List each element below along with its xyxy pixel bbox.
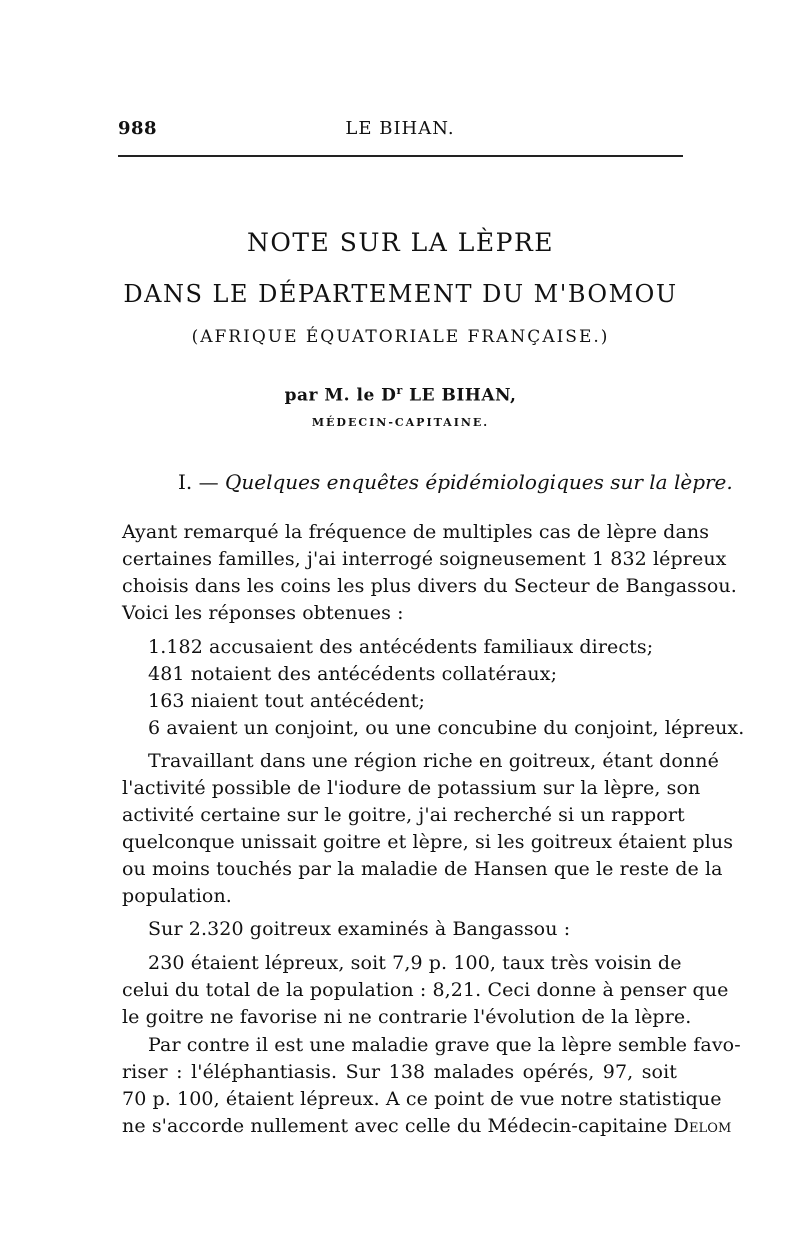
section-heading (178, 470, 733, 494)
header-rule (118, 155, 683, 157)
body-line: Sur 2.320 goitreux examinés à Bangassou : (148, 918, 571, 940)
author-name: LE BIHAN, (409, 385, 517, 406)
body-line: celui du total de la population : 8,21. Ceci donne à penser que (122, 979, 729, 1001)
body-text: ne s'accorde nullement avec celle du Médecin-capitaine (122, 1115, 668, 1137)
list-item: 6 avaient un conjoint, ou une concubine du conjoint, lépreux. (148, 717, 745, 739)
body-line: 70 p. 100, étaient lépreux. A ce point de vue notre statistique (122, 1088, 722, 1110)
body-line: Travaillant dans une région riche en goitreux, étant donné (148, 750, 719, 772)
article-title: NOTE SUR LA LÈPRE (246, 228, 555, 257)
cited-name: Delom (673, 1115, 732, 1137)
body-line: Par contre il est une maladie grave que la lèpre semble favo- (148, 1034, 741, 1056)
body-line: ou moins touchés par la maladie de Hansen que le reste de la (122, 858, 723, 880)
byline-prefix: par M. le D (284, 385, 397, 406)
body-line: activité certaine sur le goitre, j'ai recherché si un rapport (122, 804, 685, 826)
author-byline (118, 384, 683, 406)
running-title: LE BIHAN. (345, 118, 455, 139)
section-number: I. — (178, 470, 219, 494)
body-line: certaines familles, j'ai interrogé soigneusement 1 832 lépreux (122, 548, 727, 570)
body-line: 230 étaient lépreux, soit 7,9 p. 100, taux très voisin de (148, 952, 682, 974)
body-line: l'activité possible de l'iodure de potassium sur la lèpre, son (122, 777, 701, 799)
byline-sup: r (396, 384, 403, 397)
section-title: Quelques enquêtes épidémiologiques sur la lèpre. (224, 470, 733, 494)
list-item: 163 niaient tout antécédent; (148, 690, 425, 712)
body-line: choisis dans les coins les plus divers du Secteur de Bangassou. (122, 575, 737, 597)
body-line: le goitre ne favorise ni ne contrarie l'évolution de la lèpre. (122, 1006, 692, 1028)
body-line: quelconque unissait goitre et lèpre, si les goitreux étaient plus (122, 831, 734, 853)
page-number: 988 (118, 118, 158, 139)
body-line (122, 1115, 732, 1137)
body-line: riser : l'éléphantiasis. Sur 138 malades opérés, 97, soit (122, 1061, 677, 1083)
body-line: population. (122, 885, 232, 907)
body-line: Ayant remarqué la fréquence de multiples cas de lèpre dans (122, 521, 710, 543)
running-head (118, 118, 682, 144)
list-item: 1.182 accusaient des antécédents familiaux directs; (148, 636, 654, 658)
article-subtitle: DANS LE DÉPARTEMENT DU M'BOMOU (123, 280, 678, 308)
body-line: Voici les réponses obtenues : (122, 602, 404, 624)
list-item: 481 notaient des antécédents collatéraux; (148, 663, 558, 685)
article-region: (AFRIQUE ÉQUATORIALE FRANÇAISE.) (191, 327, 610, 347)
author-role: MÉDECIN-CAPITAINE. (311, 416, 490, 429)
